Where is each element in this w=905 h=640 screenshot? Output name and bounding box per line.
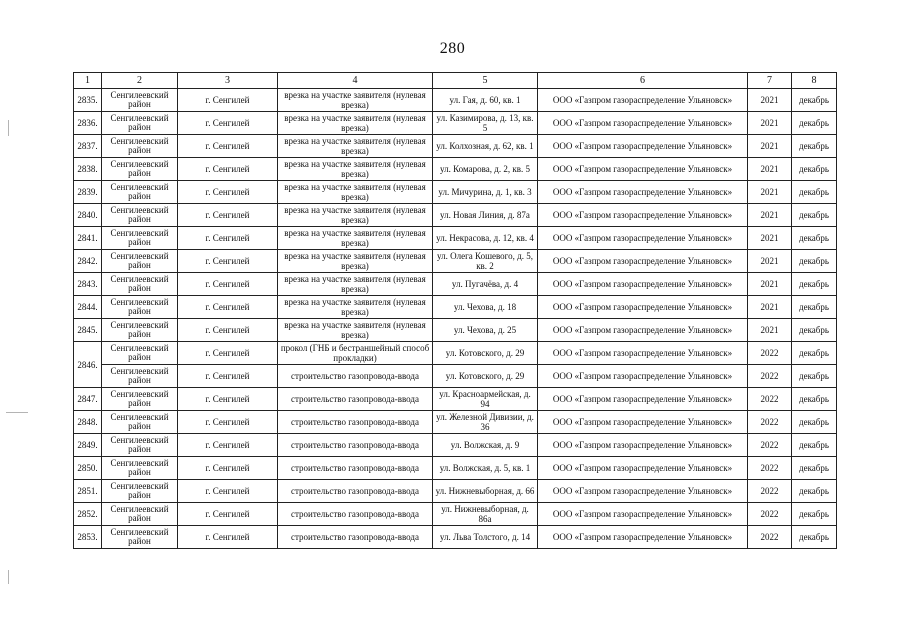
address-cell: ул. Железной Дивизии, д. 36 — [433, 411, 538, 434]
table-row — [74, 250, 837, 273]
table-row — [74, 388, 837, 411]
district-cell: Сенгилеевский район — [102, 365, 178, 388]
work-type-cell: строительство газопровода-ввода — [278, 411, 433, 434]
page-number: 280 — [439, 40, 466, 57]
organization-cell: ООО «Газпром газораспределение Ульяновск» — [538, 503, 748, 526]
month-cell: декабрь — [792, 434, 837, 457]
month-cell: декабрь — [792, 296, 837, 319]
row-number: 2841. — [74, 227, 102, 250]
row-number: 2845. — [74, 319, 102, 342]
month-cell: декабрь — [792, 365, 837, 388]
year-cell: 2021 — [748, 250, 792, 273]
city-cell: г. Сенгилей — [178, 388, 278, 411]
city-cell: г. Сенгилей — [178, 181, 278, 204]
year-cell: 2022 — [748, 434, 792, 457]
month-cell: декабрь — [792, 480, 837, 503]
column-header: 7 — [748, 73, 792, 89]
address-cell: ул. Котовского, д. 29 — [433, 365, 538, 388]
organization-cell: ООО «Газпром газораспределение Ульяновск» — [538, 342, 748, 365]
column-header: 8 — [792, 73, 837, 89]
city-cell: г. Сенгилей — [178, 434, 278, 457]
month-cell: декабрь — [792, 227, 837, 250]
row-number: 2839. — [74, 181, 102, 204]
row-number: 2853. — [74, 526, 102, 549]
district-cell: Сенгилеевский район — [102, 388, 178, 411]
year-cell: 2022 — [748, 503, 792, 526]
city-cell: г. Сенгилей — [178, 204, 278, 227]
work-type-cell: строительство газопровода-ввода — [278, 388, 433, 411]
month-cell: декабрь — [792, 112, 837, 135]
table-row — [74, 503, 837, 526]
work-type-cell: строительство газопровода-ввода — [278, 480, 433, 503]
address-cell: ул. Нижневыборная, д. 86а — [433, 503, 538, 526]
row-number: 2848. — [74, 411, 102, 434]
organization-cell: ООО «Газпром газораспределение Ульяновск» — [538, 135, 748, 158]
organization-cell: ООО «Газпром газораспределение Ульяновск» — [538, 89, 748, 112]
work-type-cell: врезка на участке заявителя (нулевая врезка) — [278, 135, 433, 158]
district-cell: Сенгилеевский район — [102, 434, 178, 457]
city-cell: г. Сенгилей — [178, 365, 278, 388]
work-type-cell: врезка на участке заявителя (нулевая врезка) — [278, 204, 433, 227]
month-cell: декабрь — [792, 411, 837, 434]
city-cell: г. Сенгилей — [178, 503, 278, 526]
district-cell: Сенгилеевский район — [102, 296, 178, 319]
year-cell: 2022 — [748, 388, 792, 411]
district-cell: Сенгилеевский район — [102, 181, 178, 204]
district-cell: Сенгилеевский район — [102, 158, 178, 181]
city-cell: г. Сенгилей — [178, 112, 278, 135]
row-number: 2838. — [74, 158, 102, 181]
month-cell: декабрь — [792, 319, 837, 342]
table-row — [74, 273, 837, 296]
row-number: 2836. — [74, 112, 102, 135]
district-cell: Сенгилеевский район — [102, 411, 178, 434]
month-cell: декабрь — [792, 250, 837, 273]
month-cell: декабрь — [792, 158, 837, 181]
city-cell: г. Сенгилей — [178, 227, 278, 250]
organization-cell: ООО «Газпром газораспределение Ульяновск» — [538, 158, 748, 181]
city-cell: г. Сенгилей — [178, 480, 278, 503]
table-row — [74, 135, 837, 158]
organization-cell: ООО «Газпром газораспределение Ульяновск» — [538, 204, 748, 227]
work-type-cell: врезка на участке заявителя (нулевая врезка) — [278, 319, 433, 342]
month-cell: декабрь — [792, 388, 837, 411]
row-number: 2843. — [74, 273, 102, 296]
city-cell: г. Сенгилей — [178, 457, 278, 480]
table-row — [74, 89, 837, 112]
address-cell: ул. Мичурина, д. 1, кв. 3 — [433, 181, 538, 204]
work-type-cell: врезка на участке заявителя (нулевая врезка) — [278, 227, 433, 250]
organization-cell: ООО «Газпром газораспределение Ульяновск» — [538, 480, 748, 503]
address-cell: ул. Некрасова, д. 12, кв. 4 — [433, 227, 538, 250]
city-cell: г. Сенгилей — [178, 526, 278, 549]
address-cell: ул. Комарова, д. 2, кв. 5 — [433, 158, 538, 181]
column-header: 2 — [102, 73, 178, 89]
year-cell: 2021 — [748, 181, 792, 204]
row-number: 2847. — [74, 388, 102, 411]
district-cell: Сенгилеевский район — [102, 526, 178, 549]
year-cell: 2021 — [748, 296, 792, 319]
year-cell: 2021 — [748, 135, 792, 158]
city-cell: г. Сенгилей — [178, 342, 278, 365]
work-type-cell: врезка на участке заявителя (нулевая врезка) — [278, 250, 433, 273]
year-cell: 2022 — [748, 365, 792, 388]
organization-cell: ООО «Газпром газораспределение Ульяновск» — [538, 319, 748, 342]
row-number: 2850. — [74, 457, 102, 480]
data-table — [73, 72, 837, 549]
column-header: 5 — [433, 73, 538, 89]
organization-cell: ООО «Газпром газораспределение Ульяновск» — [538, 296, 748, 319]
scan-mark-left-top — [8, 120, 9, 136]
table-row — [74, 112, 837, 135]
month-cell: декабрь — [792, 457, 837, 480]
row-number: 2837. — [74, 135, 102, 158]
city-cell: г. Сенгилей — [178, 296, 278, 319]
city-cell: г. Сенгилей — [178, 273, 278, 296]
district-cell: Сенгилеевский район — [102, 227, 178, 250]
city-cell: г. Сенгилей — [178, 135, 278, 158]
row-number: 2835. — [74, 89, 102, 112]
district-cell: Сенгилеевский район — [102, 89, 178, 112]
district-cell: Сенгилеевский район — [102, 204, 178, 227]
organization-cell: ООО «Газпром газораспределение Ульяновск» — [538, 526, 748, 549]
address-cell: ул. Волжская, д. 9 — [433, 434, 538, 457]
organization-cell: ООО «Газпром газораспределение Ульяновск» — [538, 388, 748, 411]
table-row — [74, 480, 837, 503]
month-cell: декабрь — [792, 273, 837, 296]
district-cell: Сенгилеевский район — [102, 342, 178, 365]
table-row — [74, 342, 837, 365]
organization-cell: ООО «Газпром газораспределение Ульяновск» — [538, 181, 748, 204]
year-cell: 2022 — [748, 342, 792, 365]
table-row — [74, 227, 837, 250]
work-type-cell: строительство газопровода-ввода — [278, 457, 433, 480]
month-cell: декабрь — [792, 342, 837, 365]
row-number: 2842. — [74, 250, 102, 273]
district-cell: Сенгилеевский район — [102, 480, 178, 503]
work-type-cell: строительство газопровода-ввода — [278, 526, 433, 549]
scan-mark-left-bottom — [8, 570, 9, 584]
district-cell: Сенгилеевский район — [102, 273, 178, 296]
table-row — [74, 411, 837, 434]
column-header: 4 — [278, 73, 433, 89]
row-number: 2852. — [74, 503, 102, 526]
year-cell: 2021 — [748, 204, 792, 227]
address-cell: ул. Льва Толстого, д. 14 — [433, 526, 538, 549]
table-row — [74, 526, 837, 549]
year-cell: 2022 — [748, 411, 792, 434]
work-type-cell: прокол (ГНБ и бестраншейный способ прокладки) — [278, 342, 433, 365]
column-header: 3 — [178, 73, 278, 89]
address-cell: ул. Казимирова, д. 13, кв. 5 — [433, 112, 538, 135]
table-row — [74, 204, 837, 227]
year-cell: 2021 — [748, 89, 792, 112]
table-row — [74, 457, 837, 480]
month-cell: декабрь — [792, 503, 837, 526]
work-type-cell: строительство газопровода-ввода — [278, 503, 433, 526]
work-type-cell: врезка на участке заявителя (нулевая врезка) — [278, 296, 433, 319]
row-number: 2851. — [74, 480, 102, 503]
district-cell: Сенгилеевский район — [102, 112, 178, 135]
column-header: 6 — [538, 73, 748, 89]
month-cell: декабрь — [792, 135, 837, 158]
district-cell: Сенгилеевский район — [102, 457, 178, 480]
organization-cell: ООО «Газпром газораспределение Ульяновск» — [538, 457, 748, 480]
row-number: 2846. — [74, 342, 102, 388]
address-cell: ул. Олега Кошевого, д. 5, кв. 2 — [433, 250, 538, 273]
month-cell: декабрь — [792, 526, 837, 549]
city-cell: г. Сенгилей — [178, 158, 278, 181]
city-cell: г. Сенгилей — [178, 319, 278, 342]
year-cell: 2022 — [748, 457, 792, 480]
work-type-cell: врезка на участке заявителя (нулевая врезка) — [278, 89, 433, 112]
organization-cell: ООО «Газпром газораспределение Ульяновск» — [538, 411, 748, 434]
year-cell: 2021 — [748, 158, 792, 181]
district-cell: Сенгилеевский район — [102, 319, 178, 342]
work-type-cell: врезка на участке заявителя (нулевая врезка) — [278, 181, 433, 204]
address-cell: ул. Красноармейская, д. 94 — [433, 388, 538, 411]
row-number: 2849. — [74, 434, 102, 457]
work-type-cell: врезка на участке заявителя (нулевая врезка) — [278, 158, 433, 181]
district-cell: Сенгилеевский район — [102, 135, 178, 158]
table-row — [74, 158, 837, 181]
district-cell: Сенгилеевский район — [102, 250, 178, 273]
table-row — [74, 319, 837, 342]
organization-cell: ООО «Газпром газораспределение Ульяновск» — [538, 112, 748, 135]
month-cell: декабрь — [792, 89, 837, 112]
month-cell: декабрь — [792, 204, 837, 227]
city-cell: г. Сенгилей — [178, 411, 278, 434]
scan-mark-left-mid — [6, 412, 28, 413]
year-cell: 2021 — [748, 112, 792, 135]
work-type-cell: врезка на участке заявителя (нулевая врезка) — [278, 273, 433, 296]
month-cell: декабрь — [792, 181, 837, 204]
year-cell: 2022 — [748, 480, 792, 503]
address-cell: ул. Пугачёва, д. 4 — [433, 273, 538, 296]
row-number: 2840. — [74, 204, 102, 227]
table-header-row — [74, 73, 837, 89]
address-cell: ул. Колхозная, д. 62, кв. 1 — [433, 135, 538, 158]
organization-cell: ООО «Газпром газораспределение Ульяновск» — [538, 227, 748, 250]
column-header: 1 — [74, 73, 102, 89]
work-type-cell: строительство газопровода-ввода — [278, 365, 433, 388]
address-cell: ул. Новая Линия, д. 87а — [433, 204, 538, 227]
work-type-cell: врезка на участке заявителя (нулевая врезка) — [278, 112, 433, 135]
address-cell: ул. Гая, д. 60, кв. 1 — [433, 89, 538, 112]
address-cell: ул. Нижневыборная, д. 66 — [433, 480, 538, 503]
address-cell: ул. Чехова, д. 25 — [433, 319, 538, 342]
work-type-cell: строительство газопровода-ввода — [278, 434, 433, 457]
district-cell: Сенгилеевский район — [102, 503, 178, 526]
row-number: 2844. — [74, 296, 102, 319]
year-cell: 2021 — [748, 273, 792, 296]
year-cell: 2022 — [748, 526, 792, 549]
organization-cell: ООО «Газпром газораспределение Ульяновск» — [538, 273, 748, 296]
table-row — [74, 181, 837, 204]
address-cell: ул. Котовского, д. 29 — [433, 342, 538, 365]
city-cell: г. Сенгилей — [178, 89, 278, 112]
city-cell: г. Сенгилей — [178, 250, 278, 273]
organization-cell: ООО «Газпром газораспределение Ульяновск» — [538, 250, 748, 273]
table-row — [74, 296, 837, 319]
year-cell: 2021 — [748, 227, 792, 250]
table-row — [74, 434, 837, 457]
year-cell: 2021 — [748, 319, 792, 342]
address-cell: ул. Чехова, д. 18 — [433, 296, 538, 319]
organization-cell: ООО «Газпром газораспределение Ульяновск» — [538, 434, 748, 457]
address-cell: ул. Волжская, д. 5, кв. 1 — [433, 457, 538, 480]
organization-cell: ООО «Газпром газораспределение Ульяновск» — [538, 365, 748, 388]
table-row — [74, 365, 837, 388]
